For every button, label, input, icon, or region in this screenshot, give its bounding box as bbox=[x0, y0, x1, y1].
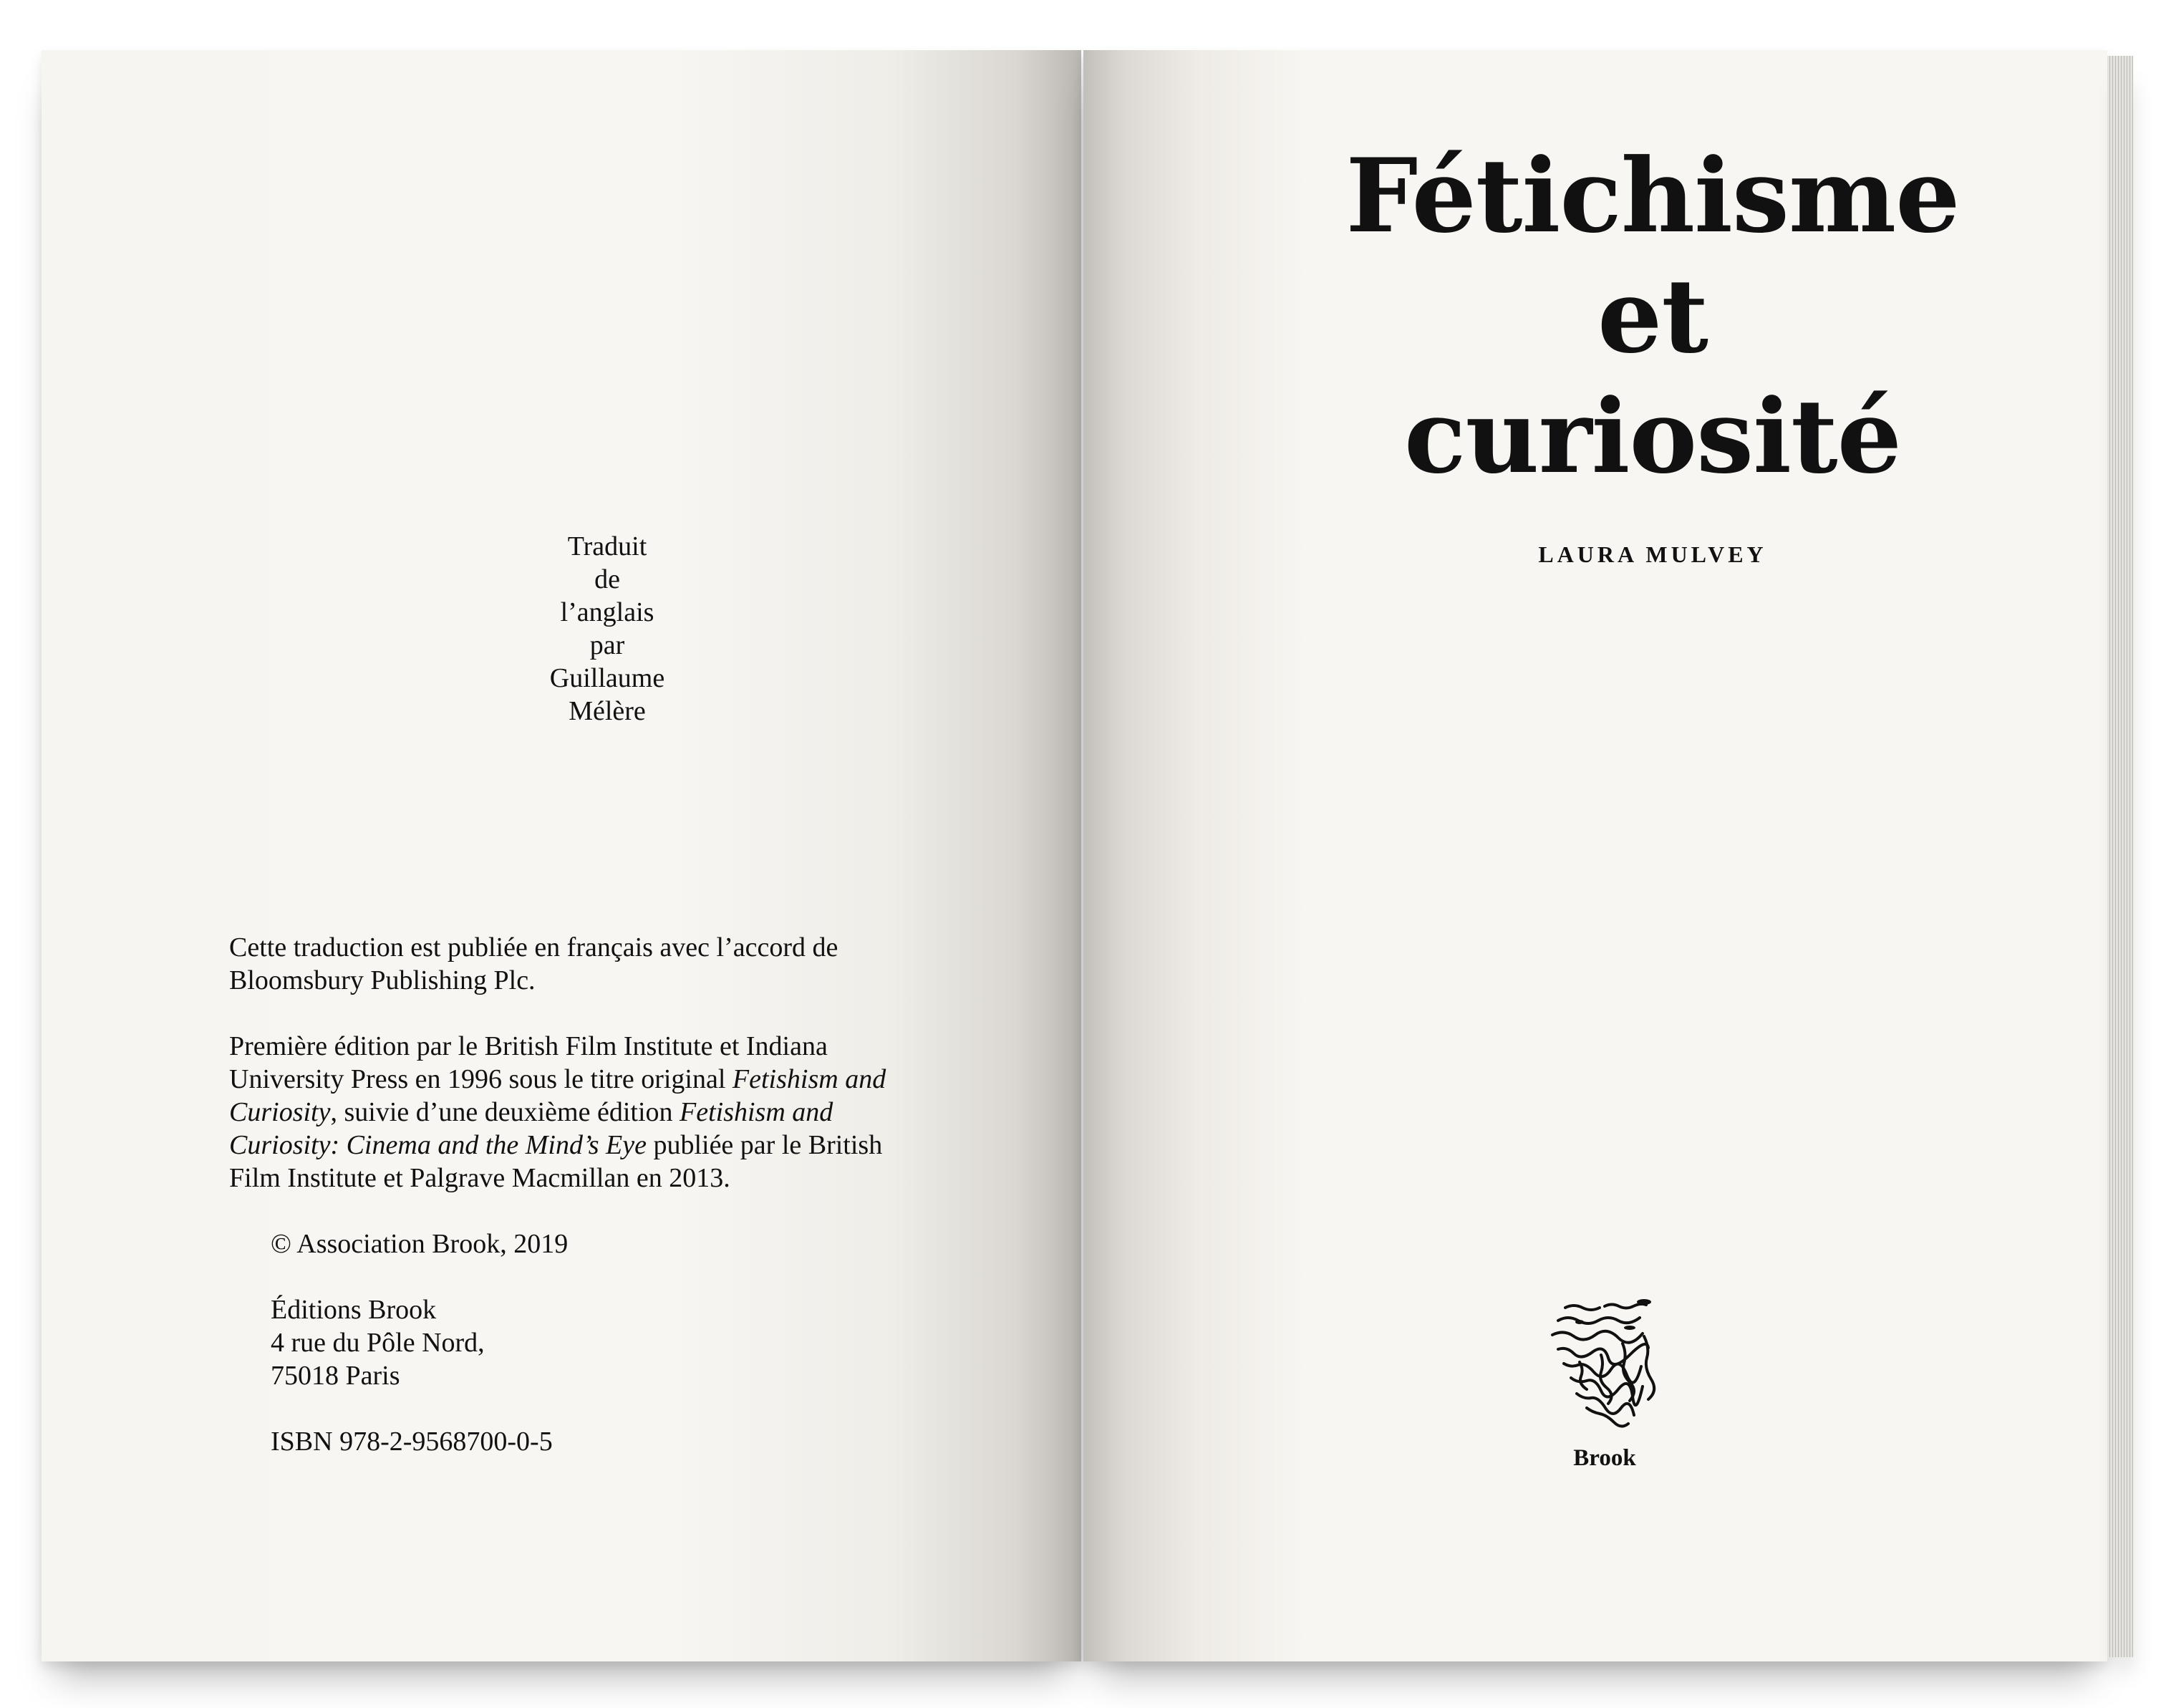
edition-history-text: publiée par le British Film Institute et Palgrave Macmillan en 2013. bbox=[229, 1130, 883, 1193]
address-line: Éditions Brook bbox=[271, 1295, 437, 1325]
left-page bbox=[42, 50, 1081, 1661]
translator-line: de bbox=[594, 564, 620, 594]
translator-line: Traduit bbox=[567, 531, 647, 561]
rights-notice: Cette traduction est publiée en français avec l’accord de Bloomsbury Publishing Plc. bbox=[229, 932, 838, 995]
publisher-address bbox=[271, 1293, 917, 1392]
translator-line: par bbox=[589, 630, 625, 660]
book-title bbox=[1083, 136, 2107, 497]
translator-line: Guillaume bbox=[549, 663, 665, 693]
title-line: Fétichisme bbox=[1345, 137, 1960, 256]
title-line: curiosité bbox=[1404, 377, 1901, 496]
copyright-line: © Association Brook, 2019 bbox=[271, 1229, 569, 1259]
translator-credit bbox=[464, 530, 750, 728]
title-line: et bbox=[1597, 257, 1708, 376]
publisher-name: Brook bbox=[1573, 1445, 1636, 1471]
edition-history bbox=[229, 1030, 917, 1195]
colophon bbox=[229, 931, 917, 1491]
translator-line: Mélère bbox=[569, 696, 646, 726]
edition-history-text: , suivie d’une deuxième édition bbox=[330, 1097, 680, 1127]
address-line: 4 rue du Pôle Nord, bbox=[271, 1328, 485, 1358]
author-name: LAURA MULVEY bbox=[1538, 541, 1767, 567]
isbn: ISBN 978-2-9568700-0-5 bbox=[271, 1427, 553, 1457]
brook-waves-logo-icon bbox=[1537, 1293, 1673, 1437]
original-title: Fetishism and Curiosity bbox=[229, 1064, 886, 1127]
translator-line: l’anglais bbox=[560, 597, 654, 627]
edition-history-text: Première édition par le British Film Institute et Indiana University Press en 1996 sous le titre original bbox=[229, 1031, 828, 1094]
open-book bbox=[42, 50, 2155, 1661]
second-edition-title: Fetishism and Curiosity: Cinema and the Mind’s Eye bbox=[229, 1097, 833, 1160]
address-line: 75018 Paris bbox=[271, 1361, 400, 1391]
